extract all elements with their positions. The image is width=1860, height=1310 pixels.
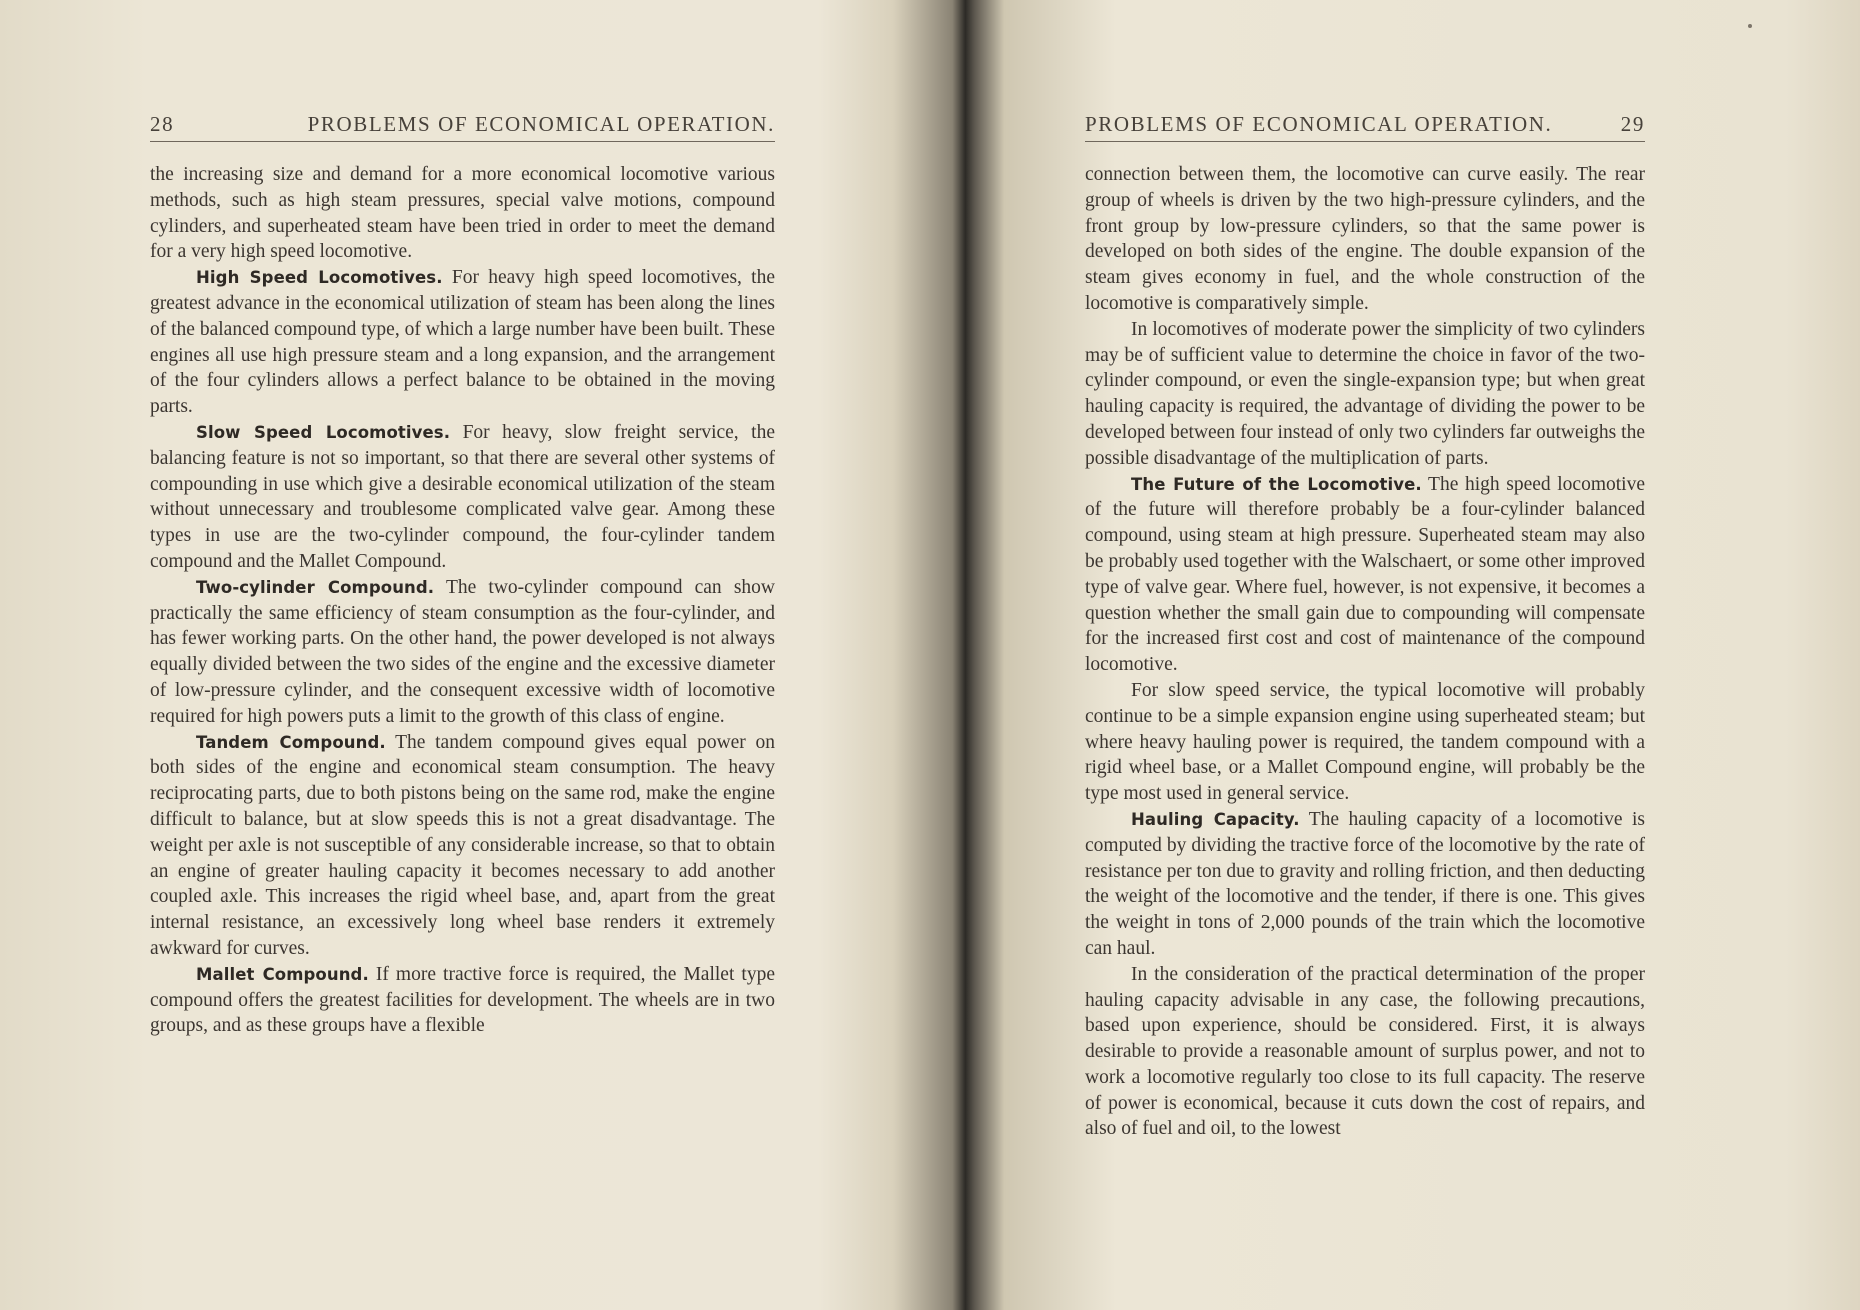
section-high-speed (150, 265, 775, 420)
paragraph-consideration: In the consideration of the practical determination of the proper hauling capacity advisable in any case, the following precautions, based upon experience, should be considered. First, it is always desirable to provide a reasonable amount of surplus power, and not to work a locomotive regularly too close to its full capacity. The reserve of power is economical, because it cuts down the cost of repairs, and also of fuel and oil, to the lowest (1085, 963, 1645, 1140)
running-title-left: PROBLEMS OF ECONOMICAL OPERATION. (307, 112, 775, 136)
section-heading: Tandem Compound. (196, 732, 386, 752)
section-text: If more tractive force is required, the Mallet type compound offers the greatest facilities for development. The wheels are in two groups, and as these groups have a flexible (150, 963, 775, 1037)
section-text: For heavy high speed locomotives, the greatest advance in the economical utilization of steam has been along the lines of the balanced compound type, of which a large number have been built. These engines all use high pressure steam and a long expansion, and the arrangement of the four cylinders allows a perfect balance to be obtained in the moving parts. (150, 267, 776, 418)
section-hauling (1085, 807, 1645, 962)
continuation-paragraph: the increasing size and demand for a more economical locomotive various methods, such as high steam pressures, special valve motions, compound cylinders, and superheated steam have been tried in order to meet the demand for a very high speed locomotive. (150, 164, 775, 263)
running-head-right (1085, 108, 1645, 142)
section-text: The high speed locomotive of the future will therefore probably be a four-cylinder balanced compound, using steam at high pressure. Superheated steam may also be probably used together with the Walschaert, or some other improved type of valve gear. Where fuel, however, is not expensive, it becomes a question whether the small gain due to compounding will compensate for the increased first cost and cost of maintenance of the compound locomotive. (1085, 473, 1645, 676)
page-number-left: 28 (150, 112, 175, 136)
section-heading: Mallet Compound. (196, 964, 369, 984)
section-heading: Slow Speed Locomotives. (196, 422, 451, 442)
right-page-body (1085, 162, 1645, 1142)
section-heading: Hauling Capacity. (1131, 809, 1300, 829)
running-head-left (150, 108, 775, 142)
page-number-right: 29 (1620, 112, 1645, 136)
paragraph-moderate-power: In locomotives of moderate power the simplicity of two cylinders may be of sufficient value to determine the choice in favor of the two-cylinder compound, or even the single-expansion type; but when great hauling capacity is required, the advantage of dividing the power to be developed between four instead of only two cylinders far outweighs the possible disadvantage of the multiplication of parts. (1085, 318, 1645, 469)
section-text: The hauling capacity of a locomotive is computed by dividing the tractive force of the locomotive by the rate of resistance per ton due to gravity and rolling friction, and then deducting the weight of the locomotive and the tender, if there is one. This gives the weight in tons of 2,000 pounds of the train which the locomotive can haul. (1085, 808, 1645, 959)
section-tandem (150, 730, 775, 962)
section-heading: The Future of the Locomotive. (1131, 474, 1422, 494)
continuation-paragraph: connection between them, the locomotive can curve easily. The rear group of wheels is driven by the two high-pressure cylinders, and the front group by low-pressure cylinders, so that the same power is developed on both sides of the engine. The double expansion of the steam gives economy in fuel, and the whole construction of the locomotive is comparatively simple. (1085, 164, 1645, 314)
left-page-body (150, 162, 775, 1039)
section-text: The tandem compound gives equal power on both sides of the engine and economical steam consumption. The heavy reciprocating parts, due to both pistons being on the same rod, make the engine difficult to balance, but at slow speeds this is not a great disadvantage. The weight per axle is not susceptible of any considerable increase, so that to obtain an engine of greater hauling capacity it becomes necessary to add another coupled axle. This increases the rigid wheel base, and, apart from the great internal resistance, an excessively long wheel base renders it extremely awkward for curves. (150, 731, 776, 959)
section-slow-speed (150, 420, 775, 575)
left-page (0, 0, 925, 1310)
section-text: For heavy, slow freight service, the balancing feature is not so important, so that there are several other systems of compounding in use which give a desirable economical utilization of the steam without unnecessary and troublesome complicated valve gear. Among these types in use are the two-cylinder compound, the four-cylinder tandem compound and the Mallet Compound. (150, 421, 775, 572)
running-title-right: PROBLEMS OF ECONOMICAL OPERATION. (1085, 112, 1553, 136)
section-heading: Two-cylinder Compound. (196, 577, 435, 597)
section-two-cylinder (150, 575, 775, 730)
paragraph-slow-service: For slow speed service, the typical locomotive will probably continue to be a simple expansion engine using superheated steam; but where heavy hauling power is required, the tandem compound with a rigid wheel base, or a Mallet Compound engine, will probably be the type most used in general service. (1085, 679, 1645, 805)
page-blemish (1748, 24, 1752, 28)
section-heading: High Speed Locomotives. (196, 268, 443, 288)
right-page (930, 0, 1860, 1310)
section-mallet (150, 962, 775, 1039)
section-future (1085, 472, 1645, 678)
section-text: The two-cylinder compound can show practically the same efficiency of steam consumption as the four-cylinder, and has fewer working parts. On the other hand, the power developed is not always equally divided between the two sides of the engine and the excessive diameter of low-pressure cylinder, and the consequent excessive width of locomotive required for high powers puts a limit to the growth of this class of engine. (150, 576, 775, 727)
